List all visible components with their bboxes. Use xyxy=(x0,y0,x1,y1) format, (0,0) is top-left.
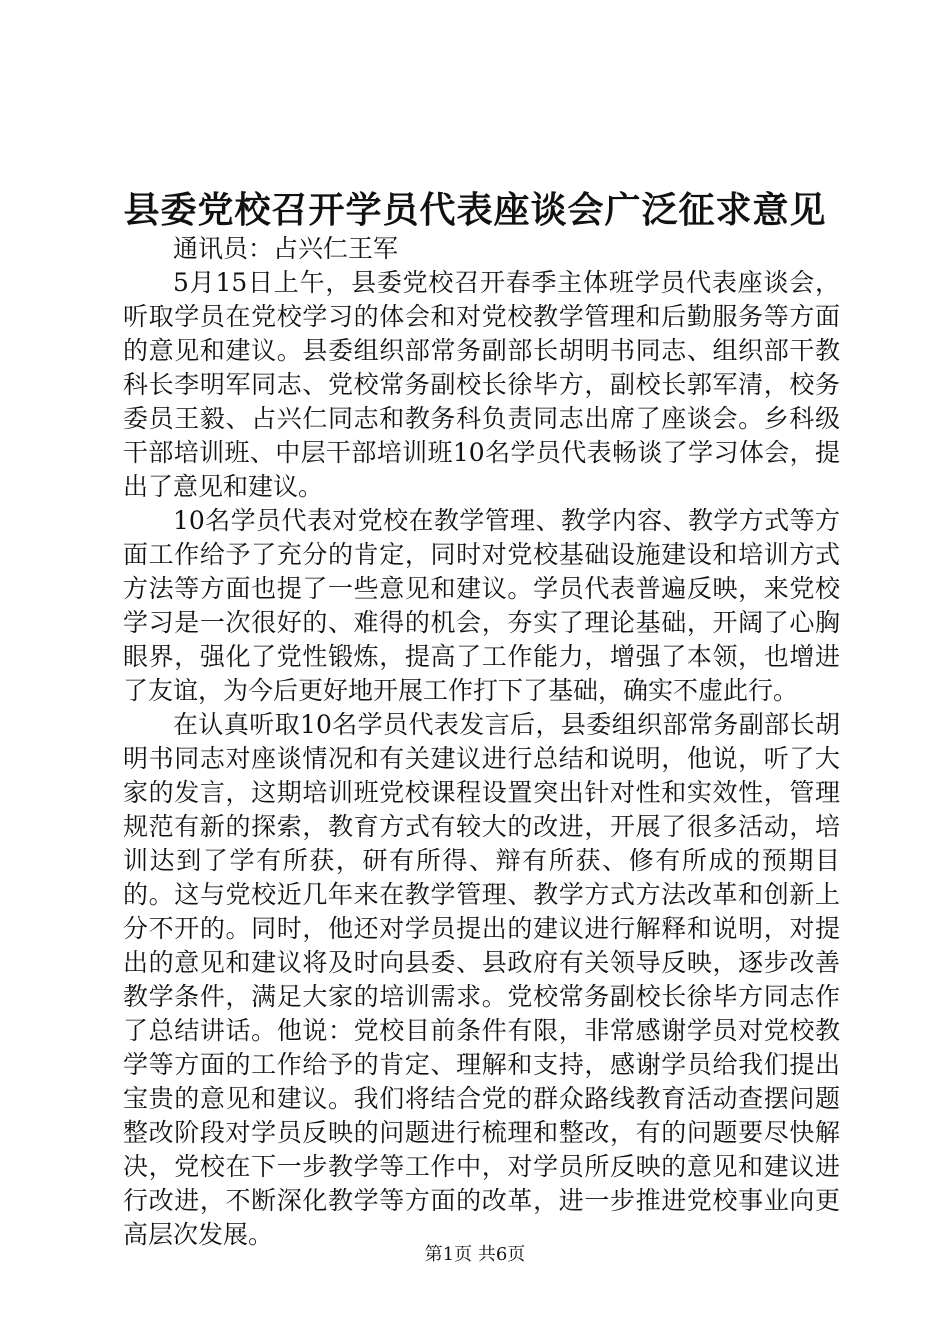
paragraph-1: 5月15日上午，县委党校召开春季主体班学员代表座谈会，听取学员在党校学习的体会和对党校教学管理和后勤服务等方面的意见和建议。县委组织部常务副部长胡明书同志、组织部干教科长李明军同志、党校常务副校长徐毕方，副校长郭军清，校务委员王毅、占兴仁同志和教务科负责同志出席了座谈会。乡科级干部培训班、中层干部培训班10名学员代表畅谈了学习体会，提出了意见和建议。 xyxy=(123,268,840,501)
document-body xyxy=(123,232,840,1252)
paragraph-2: 10名学员代表对党校在教学管理、教学内容、教学方式等方面工作给予了充分的肯定，同时对党校基础设施建设和培训方式方法等方面也提了一些意见和建议。学员代表普遍反映，来党校学习是一次很好的、难得的机会，夯实了理论基础，开阔了心胸眼界，强化了党性锻炼，提高了工作能力，增强了本领，也增进了友谊，为今后更好地开展工作打下了基础，确实不虚此行。 xyxy=(123,506,840,705)
page-number: 第1页 共6页 xyxy=(424,1244,526,1265)
document-title: 县委党校召开学员代表座谈会广泛征求意见 xyxy=(123,189,827,231)
paragraph-3: 在认真听取10名学员代表发言后，县委组织部常务副部长胡明书同志对座谈情况和有关建议进行总结和说明，他说，听了大家的发言，这期培训班党校课程设置突出针对性和实效性，管理规范有新的探索，教育方式有较大的改进，开展了很多活动，培训达到了学有所获，研有所得、辩有所获、修有所成的预期目的。这与党校近几年来在教学管理、教学方式方法改革和创新上分不开的。同时，他还对学员提出的建议进行解释和说明，对提出的意见和建议将及时向县委、县政府有关领导反映，逐步改善教学条件，满足大家的培训需求。党校常务副校长徐毕方同志作了总结讲话。他说：党校目前条件有限，非常感谢学员对党校教学等方面的工作给予的肯定、理解和支持，感谢学员给我们提出宝贵的意见和建议。我们将结合党的群众路线教育活动查摆问题整改阶段对学员反映的问题进行梳理和整改，有的问题要尽快解决，党校在下一步教学等工作中，对学员所反映的意见和建议进行改进，不断深化教学等方面的改革，进一步推进党校事业向更高层次发展。 xyxy=(123,710,840,1249)
byline: 通讯员：占兴仁王军 xyxy=(173,234,399,263)
